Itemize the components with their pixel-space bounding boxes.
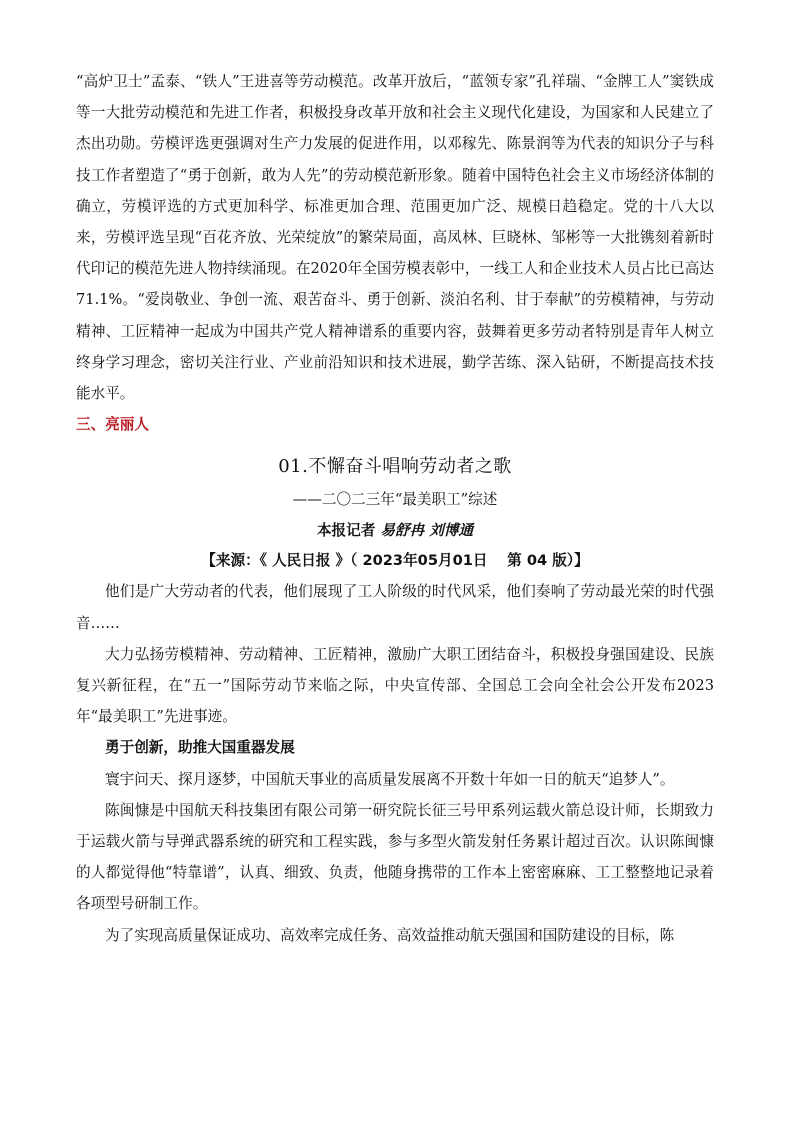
article-subheading: 勇于创新，助推大国重器发展 [105, 739, 295, 757]
article-paragraph: 为了实现高质量保证成功、高效率完成任务、高效益推动航天强国和国防建设的目标，陈 [105, 926, 675, 944]
byline-prefix: 本报记者 [316, 522, 376, 540]
article-title: 01.不懈奋斗唱响劳动者之歌 [278, 456, 512, 478]
article-source: 【来源：《 人民日报 》（ 2023年05月01日 第 04 版）】 [201, 552, 589, 570]
byline-names: 易舒冉 刘博通 [380, 522, 474, 540]
intro-paragraph: “高炉卫士”孟泰、“铁人”王进喜等劳动模范。改革开放后，“蓝领专家”孔祥瑞、“金牌工人”窦铁成等一大批劳动模范和先进工作者，积极投身改革开放和社会主义现代化建设，为国家和人民建立了杰出功勋。劳模评选更强调对生产力发展的促进作用，以邓稼先、陈景润等为代表的知识分子与科技工作者塑造了“勇于创新，敢为人先”的劳动模范新形象。随着中国特色社会主义市场经济体制的确立，劳模评选的方式更加科学、标准更加合理、范围更加广泛、规模日趋稳定。党的十八大以来，劳模评选呈现“百花齐放、光荣绽放”的繁荣局面，高凤林、巨晓林、邹彬等一大批镌刻着新时代印记的模范先进人物持续涌现。在2020年全国劳模表彰中，一线工人和企业技术人员占比已高达71.1%。“爱岗敬业、争创一流、艰苦奋斗、勇于创新、淡泊名利、甘于奉献”的劳模精神，与劳动精神、工匠精神一起成为中国共产党人精神谱系的重要内容，鼓舞着更多劳动者特别是青年人树立终身学习理念，密切关注行业、产业前沿知识和技术进展，勤学苦练、深入钻研，不断提高技术技能水平。 [76, 73, 714, 403]
article-subtitle: ——二〇二三年“最美职工”综述 [292, 491, 498, 509]
article-paragraph: 陈闽慷是中国航天科技集团有限公司第一研究院长征三号甲系列运载火箭总设计师，长期致力于运载火箭与导弹武器系统的研究和工程实践，参与多型火箭发射任务累计超过百次。认识陈闽慷的人都觉得他“特靠谱”，认真、细致、负责，他随身携带的工作本上密密麻麻、工工整整地记录着各项型号研制工作。 [76, 801, 714, 913]
article-paragraph: 寰宇问天、探月逐梦，中国航天事业的高质量发展离不开数十年如一日的航天“追梦人”。 [105, 770, 675, 788]
article-byline [76, 516, 714, 546]
article-paragraph: 大力弘扬劳模精神、劳动精神、工匠精神，激励广大职工团结奋斗，积极投身强国建设、民族复兴新征程，在“五一”国际劳动节来临之际，中央宣传部、全国总工会向全社会公开发布2023年“最美职工”先进事迹。 [76, 645, 714, 726]
article-paragraph: 他们是广大劳动者的代表，他们展现了工人阶级的时代风采，他们奏响了劳动最光荣的时代强音…… [76, 583, 714, 632]
section-heading: 三、亮丽人 [76, 416, 149, 434]
